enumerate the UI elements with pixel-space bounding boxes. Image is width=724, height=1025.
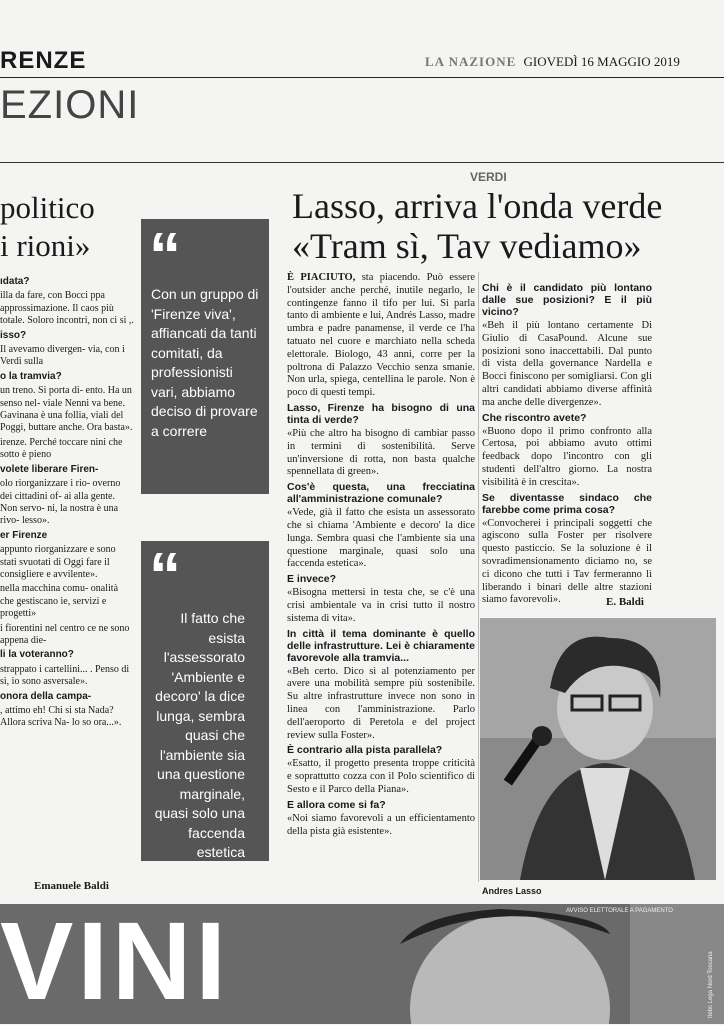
interview-question: onora della campa- xyxy=(0,690,92,702)
lead-word: È PIACIUTO, xyxy=(287,272,356,283)
paragraph: «Beh certo. Dico sì al potenziamento per avere una mobilità sempre più sostenibile. Su altre infrastrutture invece non sono in linea con l'amministrazione. Parlo dell'aeroporto di Peretola e del project review sulla Foster». xyxy=(287,665,475,741)
issue-date: GIOVEDÌ 16 MAGGIO 2019 xyxy=(523,54,680,69)
paragraph: «Bisogna mettersi in testa che, se c'è una crisi ambientale va in crisi tutto il nostro sistema di vita». xyxy=(287,587,475,624)
newspaper-logo: LA NAZIONE xyxy=(425,54,517,69)
article-column-1 xyxy=(287,272,475,840)
paragraph: «Più che altro ha bisogno di cambiar passo in termini di sostenibilità. Serve un'inversione di rotta, non basta qualche spennellata di green». xyxy=(287,427,475,478)
interview-question: Chi è il candidato più lontano dalle sue posizioni? E il più vicino? xyxy=(482,282,652,318)
interview-question: er Firenze xyxy=(0,529,48,541)
section-rule xyxy=(0,162,724,163)
interview-question: volete liberare Firen- xyxy=(0,463,99,475)
header-rule xyxy=(0,77,724,78)
paragraph: strappato i cartellini... . Penso di sì, io sono asversale». xyxy=(0,663,130,688)
interview-question: ıdata? xyxy=(0,276,30,287)
paragraph: «Convocherei i principali soggetti che agiscono sulla Foster per risolvere questo pasticcio. Se la soluzione è il sovradimensionamento diciamo no, se ci dicono che tutti i Tav fermeranno lì liberando i binari delle altre stazioni siamo favorevoli». xyxy=(482,517,652,606)
ad-headline: VINI xyxy=(0,900,230,1023)
interview-question: isso? xyxy=(0,329,27,341)
pull-quote-text: Il fatto che esista l'assessorato 'Ambiente e decoro' la dice lunga, sembra quasi che l'ambiente sia una questione marginale, quasi solo una faccenda estetica xyxy=(154,610,245,860)
pull-quote-text: Con un gruppo di 'Firenze viva', affiancati da tanti comitati, da professionisti vari, abbiamo deciso di provare a correre xyxy=(151,286,259,439)
paragraph: illa da fare, con Bocci ppa approssimazione. Il caos più totale. Soloro incontri, non ci si ,. xyxy=(0,290,134,327)
paragraph: , attimo eh! Chi si sta Nada? Allora scriva Na- lo so ora...». xyxy=(0,705,122,729)
ad-disclaimer: AVVISO ELETTORALE A PAGAMENTO xyxy=(566,908,673,914)
paragraph: Il avevamo divergen- via, con i Verdi sulla xyxy=(0,344,125,368)
interview-question: È contrario alla pista parallela? xyxy=(287,744,443,757)
article-kicker: VERDI xyxy=(470,170,507,184)
interview-question: o la tramvia? xyxy=(0,370,62,382)
article-title-1: Lasso, arriva l'onda verde xyxy=(292,186,663,226)
paragraph: i fiorentini nel centro ce ne sono appena die- xyxy=(0,622,130,646)
masthead xyxy=(425,54,680,70)
article-byline: E. Baldi xyxy=(606,596,644,608)
article-title-2: «Tram sì, Tav vediamo» xyxy=(292,226,642,266)
quote-mark-icon: “ xyxy=(149,539,181,611)
paragraph: «Buono dopo il primo confronto alla Certosa, poi abbiamo avuto ottimi feedback dopo l'incontro con gli studenti dell'altro giorno. La nostra visibilità è in crescita». xyxy=(482,425,652,488)
interview-question: li la voteranno? xyxy=(0,649,74,661)
category-label: EZIONI xyxy=(0,83,140,127)
left-headline-1: politico xyxy=(0,190,95,225)
quote-mark-icon: “ xyxy=(149,219,181,291)
interview-question: Che riscontro avete? xyxy=(482,411,587,424)
interview-question: In città il tema dominante è quello delle infrastrutture. Lei è chiaramente favorevole alla tramvia... xyxy=(287,627,475,664)
candidate-photo xyxy=(480,618,716,880)
left-headline-2: i rioni» xyxy=(0,228,91,263)
ad-side-credit: ttebc Lega Nord Toscana xyxy=(708,951,714,1018)
paragraph: irenze. Perché toccare nini che sotto è pieno xyxy=(0,436,123,461)
pull-quote-1 xyxy=(141,219,269,494)
left-article-body xyxy=(0,276,134,732)
paragraph: appunto riorganizzare e sono stati svuotati di Oggi fare il consigliere e avvilente». xyxy=(0,544,116,580)
article-lead: È PIACIUTO, sta piacendo. Può essere l'outsider anche perché, inutile negarlo, le contingenze fanno il tifo per lui. Si parla tanto di ambiente e lui, Andrés Lasso, madre umbra e padre panamense, il verde ce l'ha tatuato nel cuore e marchiato nella scheda elettorale. Biologo, 43 anni, corre per la poltrona di Palazzo Vecchio senza smanie. Non urla, spiega, centellina le parole. Non è poco di questi tempi. xyxy=(287,272,475,399)
pull-quote-2 xyxy=(141,541,269,861)
paragraph: olo riorganizzare i rio- overno dei cittadini of- ai alla gente. Non servo- ni, la nostra è una rivo- lesso». xyxy=(0,478,121,527)
paragraph: «Noi siamo favorevoli a un efficientamento della pista già esistente». xyxy=(287,812,475,837)
section-name: RENZE xyxy=(0,47,87,74)
article-column-2 xyxy=(482,282,652,609)
interview-question: Cos'è questa, una frecciatina all'amministrazione comunale? xyxy=(287,481,475,506)
column-divider xyxy=(478,272,479,882)
interview-question: Se diventasse sindaco che farebbe come prima cosa? xyxy=(482,491,652,516)
left-byline: Emanuele Baldi xyxy=(34,880,109,892)
paragraph: «Beh il più lontano certamente Di Giulio di CasaPound. Alcune sue posizioni sono inaccettabili. Dal punto di vista della governance Nardella e Bocci finiscono per somigliarsi. Con gli altri candidati abbiamo diverse affinità ma anche delle divergenze». xyxy=(482,320,652,408)
paragraph: un treno. Si porta di- ento. Ha un senso nel- viale Nenni va bene. Gavinana è una follia, viali del Poggi, buttare anche. Ora basta». xyxy=(0,385,133,434)
interview-question: Lasso, Firenze ha bisogno di una tinta di verde? xyxy=(287,401,475,426)
photo-caption: Andres Lasso xyxy=(482,886,542,896)
paragraph: nella macchina comu- onalità che gestiscano ie, servizi e progetti» xyxy=(0,583,119,620)
interview-question: E allora come si fa? xyxy=(287,798,386,811)
paragraph: «Vede, già il fatto che esista un assessorato che si chiama 'Ambiente e decoro' la dice lunga. Sembra quasi che l'ambiente sia una questione marginale, quasi solo una faccenda estetica». xyxy=(287,507,475,570)
interview-question: E invece? xyxy=(287,573,337,586)
paragraph: «Esatto, il progetto presenta troppe criticità e soprattutto cozza con il Polo scientifico di Sesto e il Parco della Piana». xyxy=(287,758,475,795)
